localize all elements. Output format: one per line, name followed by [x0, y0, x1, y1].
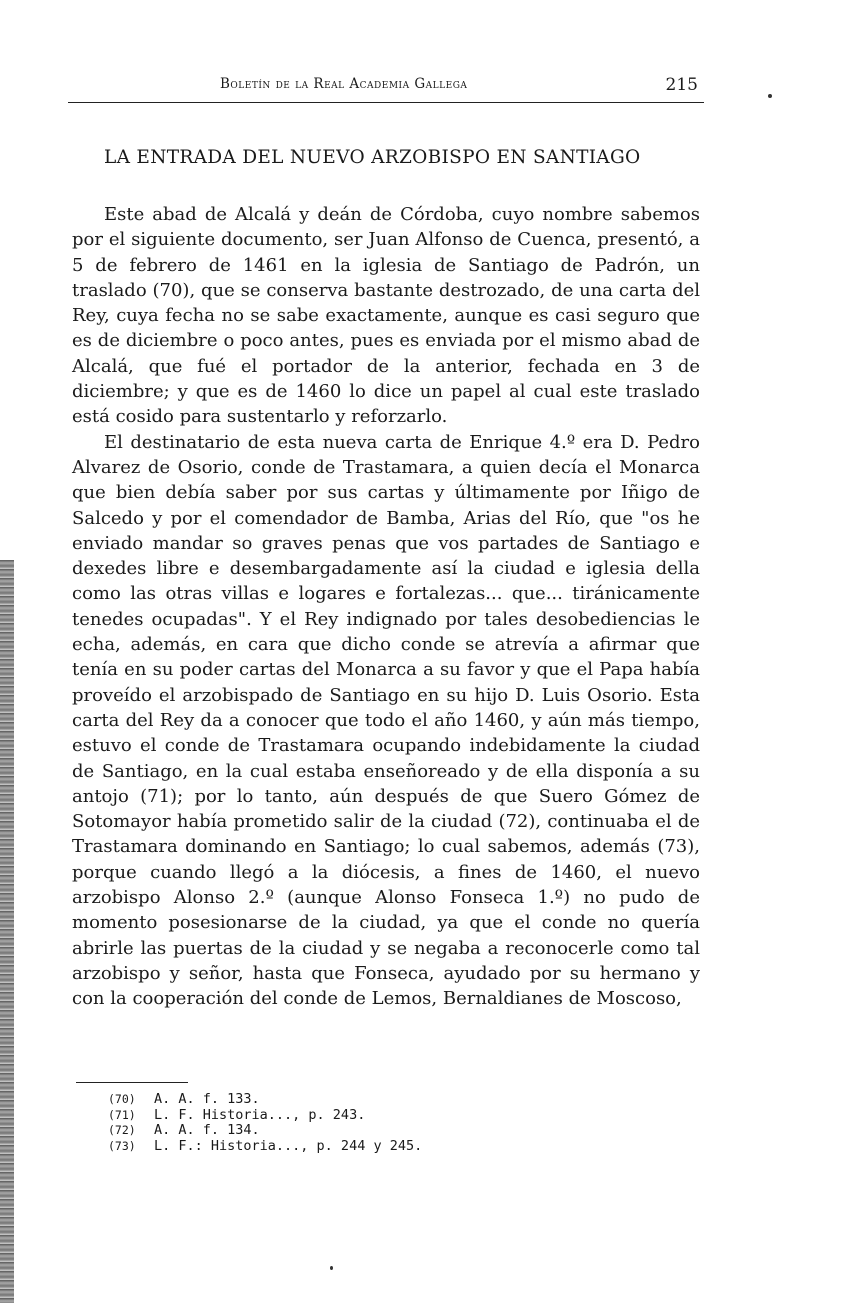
footnote-rule [76, 1082, 188, 1083]
header-rule [68, 102, 704, 103]
scan-speck [330, 1266, 333, 1270]
footnote-text: A. A. f. 134. [154, 1122, 260, 1138]
page-number: 215 [665, 75, 698, 95]
footnote-number: (71) [108, 1107, 136, 1122]
footnote-number: (73) [108, 1138, 136, 1153]
scan-edge-artifact [0, 560, 14, 1303]
running-head [70, 76, 700, 100]
scan-speck [768, 94, 772, 98]
paragraph: Este abad de Alcalá y deán de Córdoba, cuyo nombre sabemos por el siguiente documento, ser Juan Alfonso de Cuenca, presentó, a 5 de febrero de 1461 en la iglesia de Santiago de Padrón, un traslado (70), que se conserva bastante destrozado, de una carta del Rey, cuya fecha no se sabe exactamente, aunque es casi seguro que es de diciembre o poco antes, pues es enviada por el mismo abad de Alcalá, que fué el portador de la anterior, fechada en 3 de diciembre; y que es de 1460 lo dice un papel al cual este traslado está cosido para sustentarlo y reforzarlo. [72, 204, 700, 428]
journal-title: Boletín de la Real Academia Gallega [220, 76, 468, 92]
footnotes [108, 1092, 422, 1154]
footnote [108, 1123, 422, 1139]
footnote [108, 1108, 422, 1124]
footnote-text: L. F.: Historia..., p. 244 y 245. [154, 1137, 423, 1154]
footnote [108, 1092, 422, 1108]
footnote-text: L. F. Historia..., p. 243. [154, 1106, 366, 1123]
article-body [72, 202, 700, 1012]
paragraph: El destinatario de esta nueva carta de Enrique 4.º era D. Pedro Alvarez de Osorio, conde de Trastamara, a quien decía el Monarca que bien debía saber por sus cartas y últimamente por Iñigo de Salcedo y por el comendador de Bamba, Arias del Río, que "os he enviado mandar so graves penas que vos partades de Santiago e dexedes libre e desembargadamente así la ciudad e iglesia della como las otras villas e logares e fortalezas... que... tiránicamente tenedes ocupadas". Y el Rey indignado por tales desobediencias le echa, además, en cara que dicho conde se atrevía a afirmar que tenía en su poder cartas del Monarca a su favor y que el Papa había proveído el arzobispado de Santiago en su hijo D. Luis Osorio. Esta carta del Rey da a conocer que todo el año 1460, y aún más tiempo, estuvo el conde de Trastamara ocupando indebidamente la ciudad de Santiago, en la cual estaba enseñoreado y de ella disponía a su antojo (71); por lo tanto, aún después de que Suero Gómez de Sotomayor había prometido salir de la ciudad (72), continuaba el de Trastamara dominando en Santiago; lo cual sabemos, además (73), porque cuando llegó a la diócesis, a fines de 1460, el nuevo arzobispo Alonso 2.º (aunque Alonso Fonseca 1.º) no pudo de momento posesionarse de la ciudad, ya que el conde no quería abrirle las puertas de la ciudad y se negaba a reconocerle como tal arzobispo y señor, hasta que Fonseca, ayudado por su hermano y con la cooperación del conde de Lemos, Bernaldianes de Moscoso, [72, 431, 700, 1010]
footnote-text: A. A. f. 133. [154, 1091, 260, 1107]
article-title: LA ENTRADA DEL NUEVO ARZOBISPO EN SANTIAGO [104, 147, 641, 168]
footnote [108, 1139, 422, 1155]
footnote-number: (72) [108, 1123, 136, 1137]
footnote-number: (70) [108, 1092, 136, 1106]
